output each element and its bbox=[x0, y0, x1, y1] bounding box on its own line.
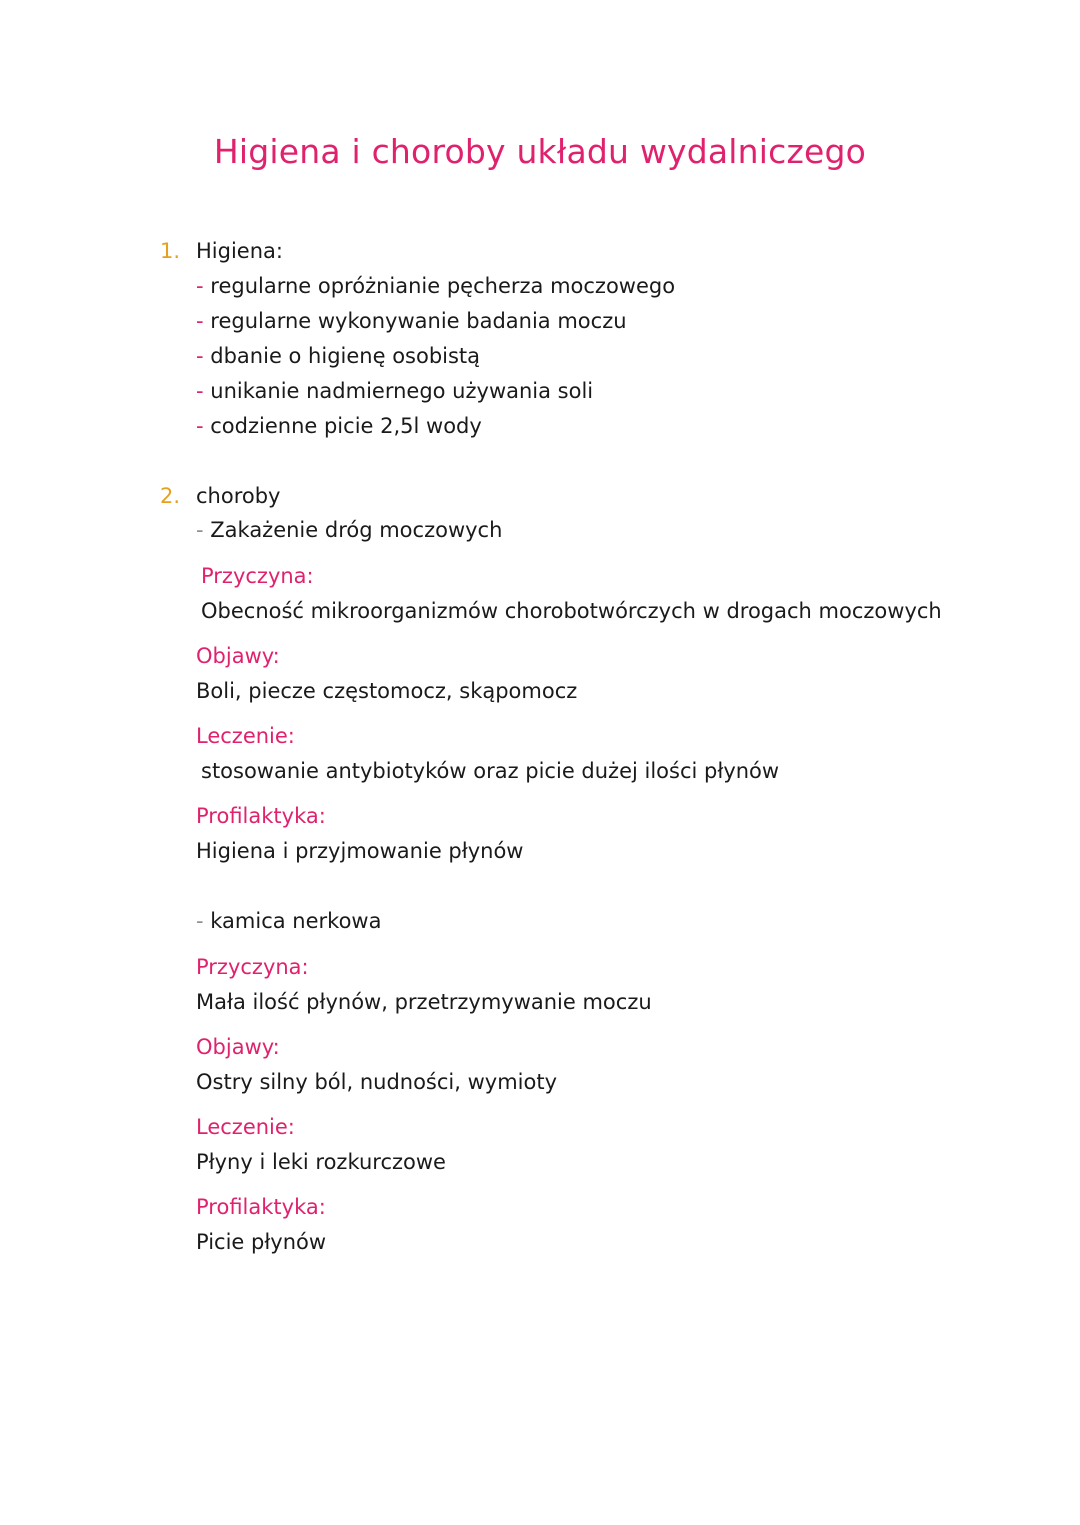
disease-name-text: Zakażenie dróg moczowych bbox=[210, 518, 503, 542]
section-2-number: 2. bbox=[160, 484, 181, 508]
bullet-dash: - bbox=[196, 909, 204, 933]
field-text-prevention: Picie płynów bbox=[196, 1230, 327, 1254]
hygiene-item-text: regularne opróżnianie pęcherza moczowego bbox=[210, 274, 676, 298]
field-label-symptoms: Objawy: bbox=[196, 1035, 280, 1059]
hygiene-list-item bbox=[196, 411, 482, 441]
disease-name bbox=[196, 515, 502, 545]
field-label-symptoms: Objawy: bbox=[196, 644, 280, 668]
field-label-prevention: Profilaktyka: bbox=[196, 1195, 326, 1219]
bullet-dash: - bbox=[196, 379, 204, 403]
hygiene-list-item bbox=[196, 341, 480, 371]
bullet-dash: - bbox=[196, 414, 204, 438]
bullet-dash: - bbox=[196, 309, 204, 333]
field-label-cause: Przyczyna: bbox=[201, 564, 314, 588]
field-text-cause: Obecność mikroorganizmów chorobotwórczych w drogach moczowych bbox=[201, 599, 942, 623]
field-label-prevention: Profilaktyka: bbox=[196, 804, 326, 828]
hygiene-list-item bbox=[196, 376, 593, 406]
field-text-cause: Mała ilość płynów, przetrzymywanie moczu bbox=[196, 990, 652, 1014]
page-title: Higiena i choroby układu wydalniczego bbox=[213, 132, 867, 171]
hygiene-item-text: unikanie nadmiernego używania soli bbox=[210, 379, 594, 403]
hygiene-list-item bbox=[196, 271, 675, 301]
hygiene-item-text: regularne wykonywanie badania moczu bbox=[210, 309, 627, 333]
section-1-number: 1. bbox=[160, 239, 181, 263]
field-text-symptoms: Boli, piecze częstomocz, skąpomocz bbox=[196, 679, 578, 703]
hygiene-item-text: dbanie o higienę osobistą bbox=[210, 344, 481, 368]
section-2-heading: choroby bbox=[196, 484, 281, 508]
field-text-prevention: Higiena i przyjmowanie płynów bbox=[196, 839, 524, 863]
field-text-treatment: stosowanie antybiotyków oraz picie dużej ilości płynów bbox=[201, 759, 780, 783]
field-text-treatment: Płyny i leki rozkurczowe bbox=[196, 1150, 446, 1174]
disease-name bbox=[196, 906, 381, 936]
section-1-heading: Higiena: bbox=[196, 239, 283, 263]
hygiene-item-text: codzienne picie 2,5l wody bbox=[210, 414, 482, 438]
hygiene-list-item bbox=[196, 306, 627, 336]
bullet-dash: - bbox=[196, 518, 204, 542]
field-label-cause: Przyczyna: bbox=[196, 955, 309, 979]
field-text-symptoms: Ostry silny ból, nudności, wymioty bbox=[196, 1070, 558, 1094]
bullet-dash: - bbox=[196, 274, 204, 298]
field-label-treatment: Leczenie: bbox=[196, 1115, 295, 1139]
bullet-dash: - bbox=[196, 344, 204, 368]
disease-name-text: kamica nerkowa bbox=[210, 909, 382, 933]
field-label-treatment: Leczenie: bbox=[196, 724, 295, 748]
